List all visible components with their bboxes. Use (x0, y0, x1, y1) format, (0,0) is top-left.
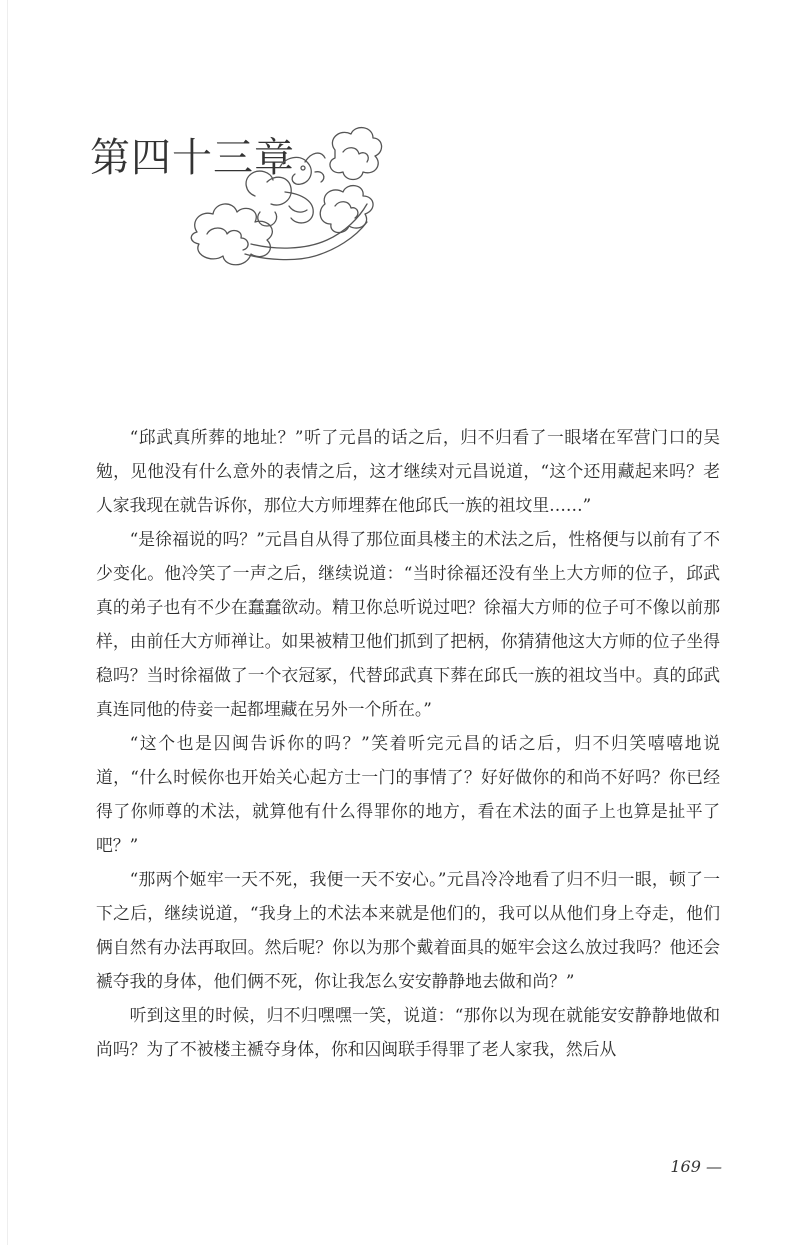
page-number: 169 — (670, 1157, 722, 1176)
paragraph: 听到这里的时候，归不归嘿嘿一笑，说道：“那你以为现在就能安安静静地做和尚吗？为了不被楼主褫夺身体，你和囚闽联手得罪了老人家我，然后从 (96, 1005, 720, 1059)
paragraph: “那两个姬牢一天不死，我便一天不安心。”元昌冷冷地看了归不归一眼，顿了一下之后，继续说道，“我身上的术法本来就是他们的，我可以从他们身上夺走，他们俩自然有办法再取回。然后呢？你以为那个戴着面具的姬牢会这么放过我吗？他还会褫夺我的身体，他们俩不死，你让我怎么安安静静地去做和尚？” (96, 869, 720, 991)
paragraph: “是徐福说的吗？”元昌自从得了那位面具楼主的术法之后，性格便与以前有了不少变化。他冷笑了一声之后，继续说道：“当时徐福还没有坐上大方师的位子，邱武真的弟子也有不少在蠢蠢欲动。精卫你总听说过吧？徐福大方师的位子可不像以前那样，由前任大方师禅让。如果被精卫他们抓到了把柄，你猜猜他这大方师的位子坐得稳吗？当时徐福做了一个衣冠冢，代替邱武真下葬在邱氏一族的祖坟当中。真的邱武真连同他的侍妾一起都埋藏在另外一个所在。” (96, 529, 720, 719)
chapter-body (96, 420, 720, 1066)
cloud-dragon-ornament-icon (185, 122, 385, 282)
paragraph: “这个也是囚闽告诉你的吗？”笑着听完元昌的话之后，归不归笑嘻嘻地说道，“什么时候你也开始关心起方士一门的事情了？好好做你的和尚不好吗？你已经得了你师尊的术法，就算他有什么得罪你的地方，看在术法的面子上也算是扯平了吧？” (96, 733, 720, 855)
page-edge (7, 0, 8, 1245)
paragraph: “邱武真所葬的地址？”听了元昌的话之后，归不归看了一眼堵在军营门口的吴勉，见他没有什么意外的表情之后，这才继续对元昌说道，“这个还用藏起来吗？老人家我现在就告诉你，那位大方师埋葬在他邱氏一族的祖坟里……” (96, 427, 720, 515)
chapter-title: 第四十三章 (90, 135, 295, 181)
